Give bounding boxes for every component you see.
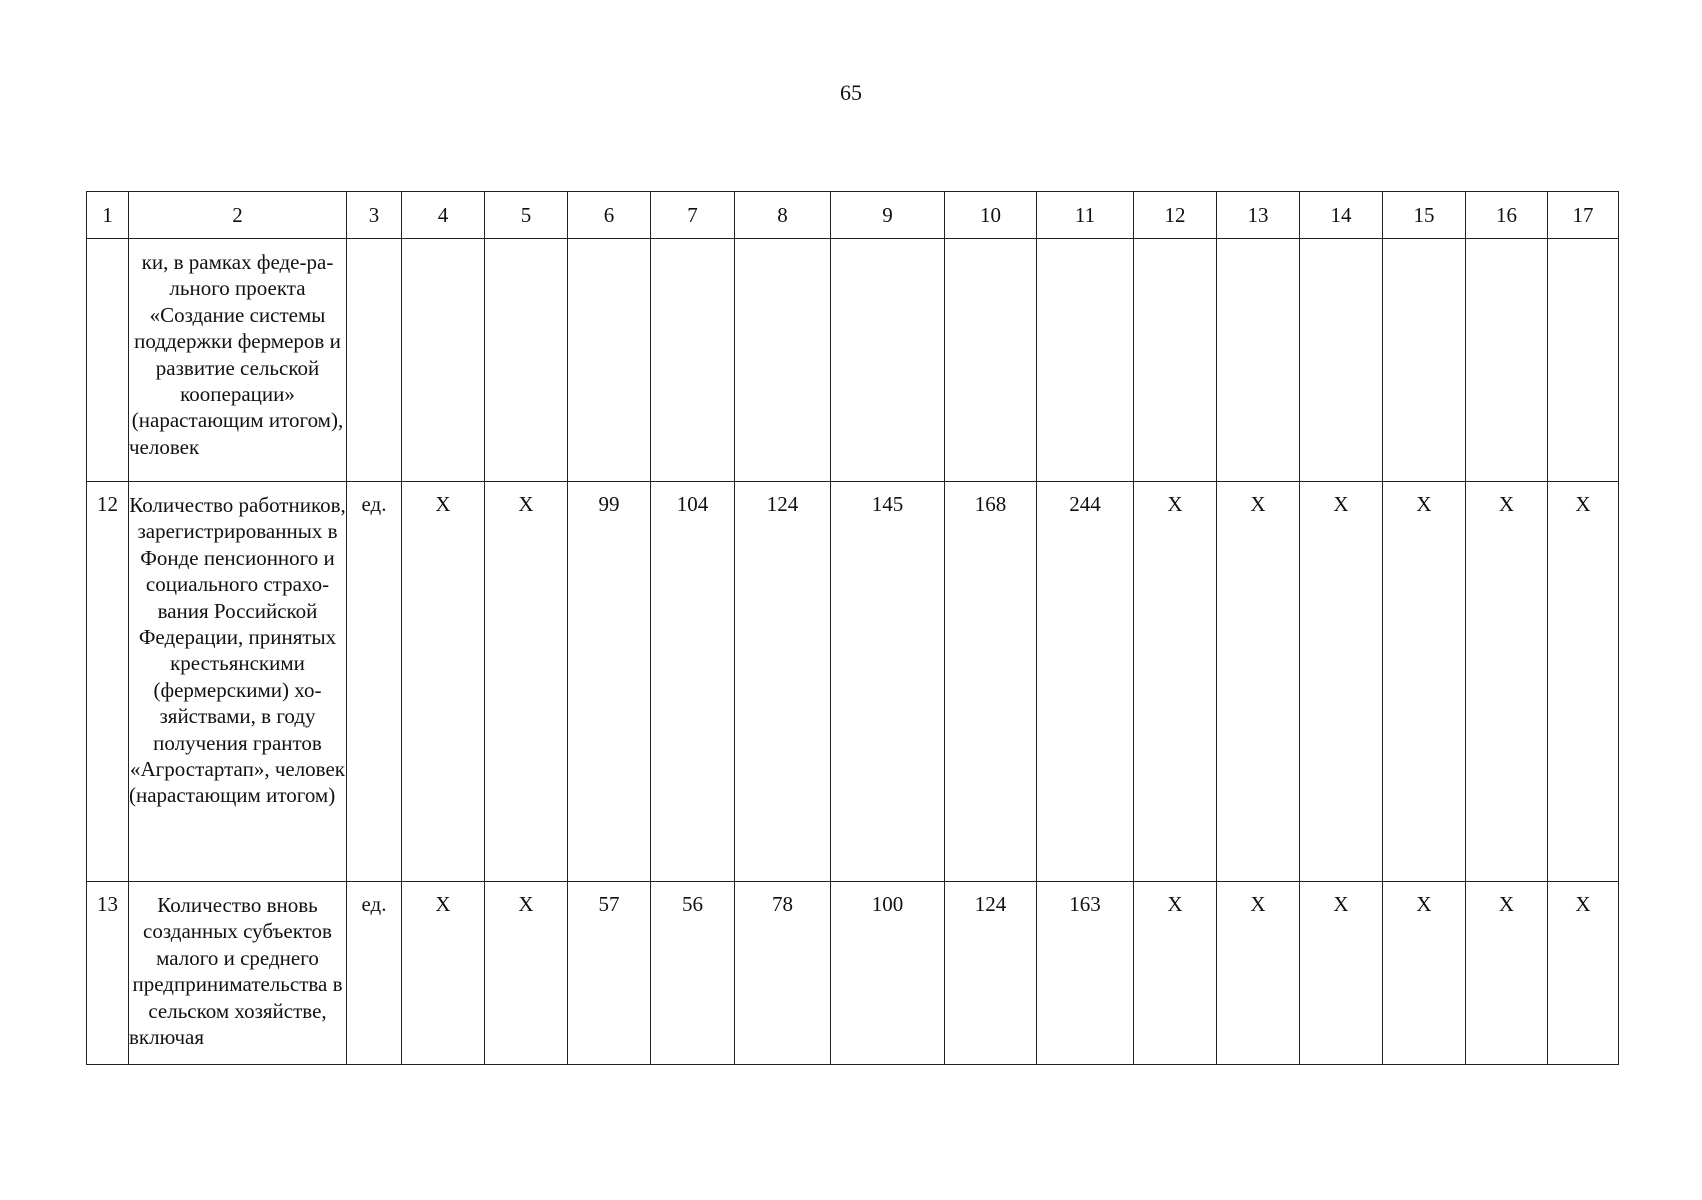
column-header: 9: [831, 192, 945, 239]
value-cell: 168: [945, 482, 1037, 882]
value-cell: Х: [485, 882, 568, 1065]
column-header: 2: [129, 192, 347, 239]
page-number: 65: [840, 80, 862, 105]
value-cell: 163: [1037, 882, 1134, 1065]
value-cell: Х: [1466, 882, 1548, 1065]
value-cell: Х: [1217, 882, 1300, 1065]
unit-cell: ед.: [347, 882, 402, 1065]
column-header: 13: [1217, 192, 1300, 239]
value-cell: 124: [735, 482, 831, 882]
column-header: 17: [1548, 192, 1619, 239]
value-cell: 56: [651, 882, 735, 1065]
header-row: [87, 192, 1619, 239]
column-header: 5: [485, 192, 568, 239]
value-cell: [1466, 239, 1548, 482]
value-cell: 57: [568, 882, 651, 1065]
unit-cell: ед.: [347, 482, 402, 882]
column-header: 1: [87, 192, 129, 239]
value-cell: [831, 239, 945, 482]
indicator-description: Количество вновь созданных субъектов малого и среднего предпринимательства в сельском хозяйстве, включая: [129, 882, 347, 1065]
value-cell: [735, 239, 831, 482]
value-cell: 78: [735, 882, 831, 1065]
value-cell: 100: [831, 882, 945, 1065]
value-cell: [1300, 239, 1383, 482]
table-row: [87, 482, 1619, 882]
value-cell: Х: [1300, 882, 1383, 1065]
value-cell: Х: [402, 882, 485, 1065]
column-header: 12: [1134, 192, 1217, 239]
unit-cell: [347, 239, 402, 482]
table-row: [87, 239, 1619, 482]
value-cell: Х: [1134, 482, 1217, 882]
row-number: [87, 239, 129, 482]
value-cell: [1134, 239, 1217, 482]
column-header: 15: [1383, 192, 1466, 239]
indicator-table: [86, 191, 1619, 1065]
value-cell: Х: [1134, 882, 1217, 1065]
column-header: 3: [347, 192, 402, 239]
value-cell: Х: [1383, 882, 1466, 1065]
row-number: 13: [87, 882, 129, 1065]
value-cell: Х: [1548, 482, 1619, 882]
value-cell: 104: [651, 482, 735, 882]
column-header: 7: [651, 192, 735, 239]
value-cell: [485, 239, 568, 482]
value-cell: Х: [1217, 482, 1300, 882]
value-cell: 124: [945, 882, 1037, 1065]
value-cell: [568, 239, 651, 482]
value-cell: [1037, 239, 1134, 482]
indicator-description: ки, в рамках феде-рального проекта «Создание системы поддержки фермеров и развитие сельской кооперации» (нарастающим итогом), человек: [129, 239, 347, 482]
value-cell: Х: [1383, 482, 1466, 882]
indicator-description: Количество работников, зарегистрированных в Фонде пенсионного и социального страхования Российской Федерации, принятых крестьянскими (фермерскими) хозяйствами, в году получения грантов «Агростартап», человек (нарастающим итогом): [129, 482, 347, 882]
column-header: 11: [1037, 192, 1134, 239]
value-cell: [1548, 239, 1619, 482]
value-cell: 99: [568, 482, 651, 882]
value-cell: Х: [1466, 482, 1548, 882]
table-row: [87, 882, 1619, 1065]
value-cell: 244: [1037, 482, 1134, 882]
value-cell: 145: [831, 482, 945, 882]
value-cell: Х: [1300, 482, 1383, 882]
column-header: 6: [568, 192, 651, 239]
row-number: 12: [87, 482, 129, 882]
column-header: 4: [402, 192, 485, 239]
column-header: 10: [945, 192, 1037, 239]
value-cell: [1217, 239, 1300, 482]
column-header: 14: [1300, 192, 1383, 239]
value-cell: [402, 239, 485, 482]
value-cell: Х: [1548, 882, 1619, 1065]
column-header: 16: [1466, 192, 1548, 239]
value-cell: [651, 239, 735, 482]
value-cell: [945, 239, 1037, 482]
column-header: 8: [735, 192, 831, 239]
value-cell: Х: [485, 482, 568, 882]
value-cell: [1383, 239, 1466, 482]
value-cell: Х: [402, 482, 485, 882]
